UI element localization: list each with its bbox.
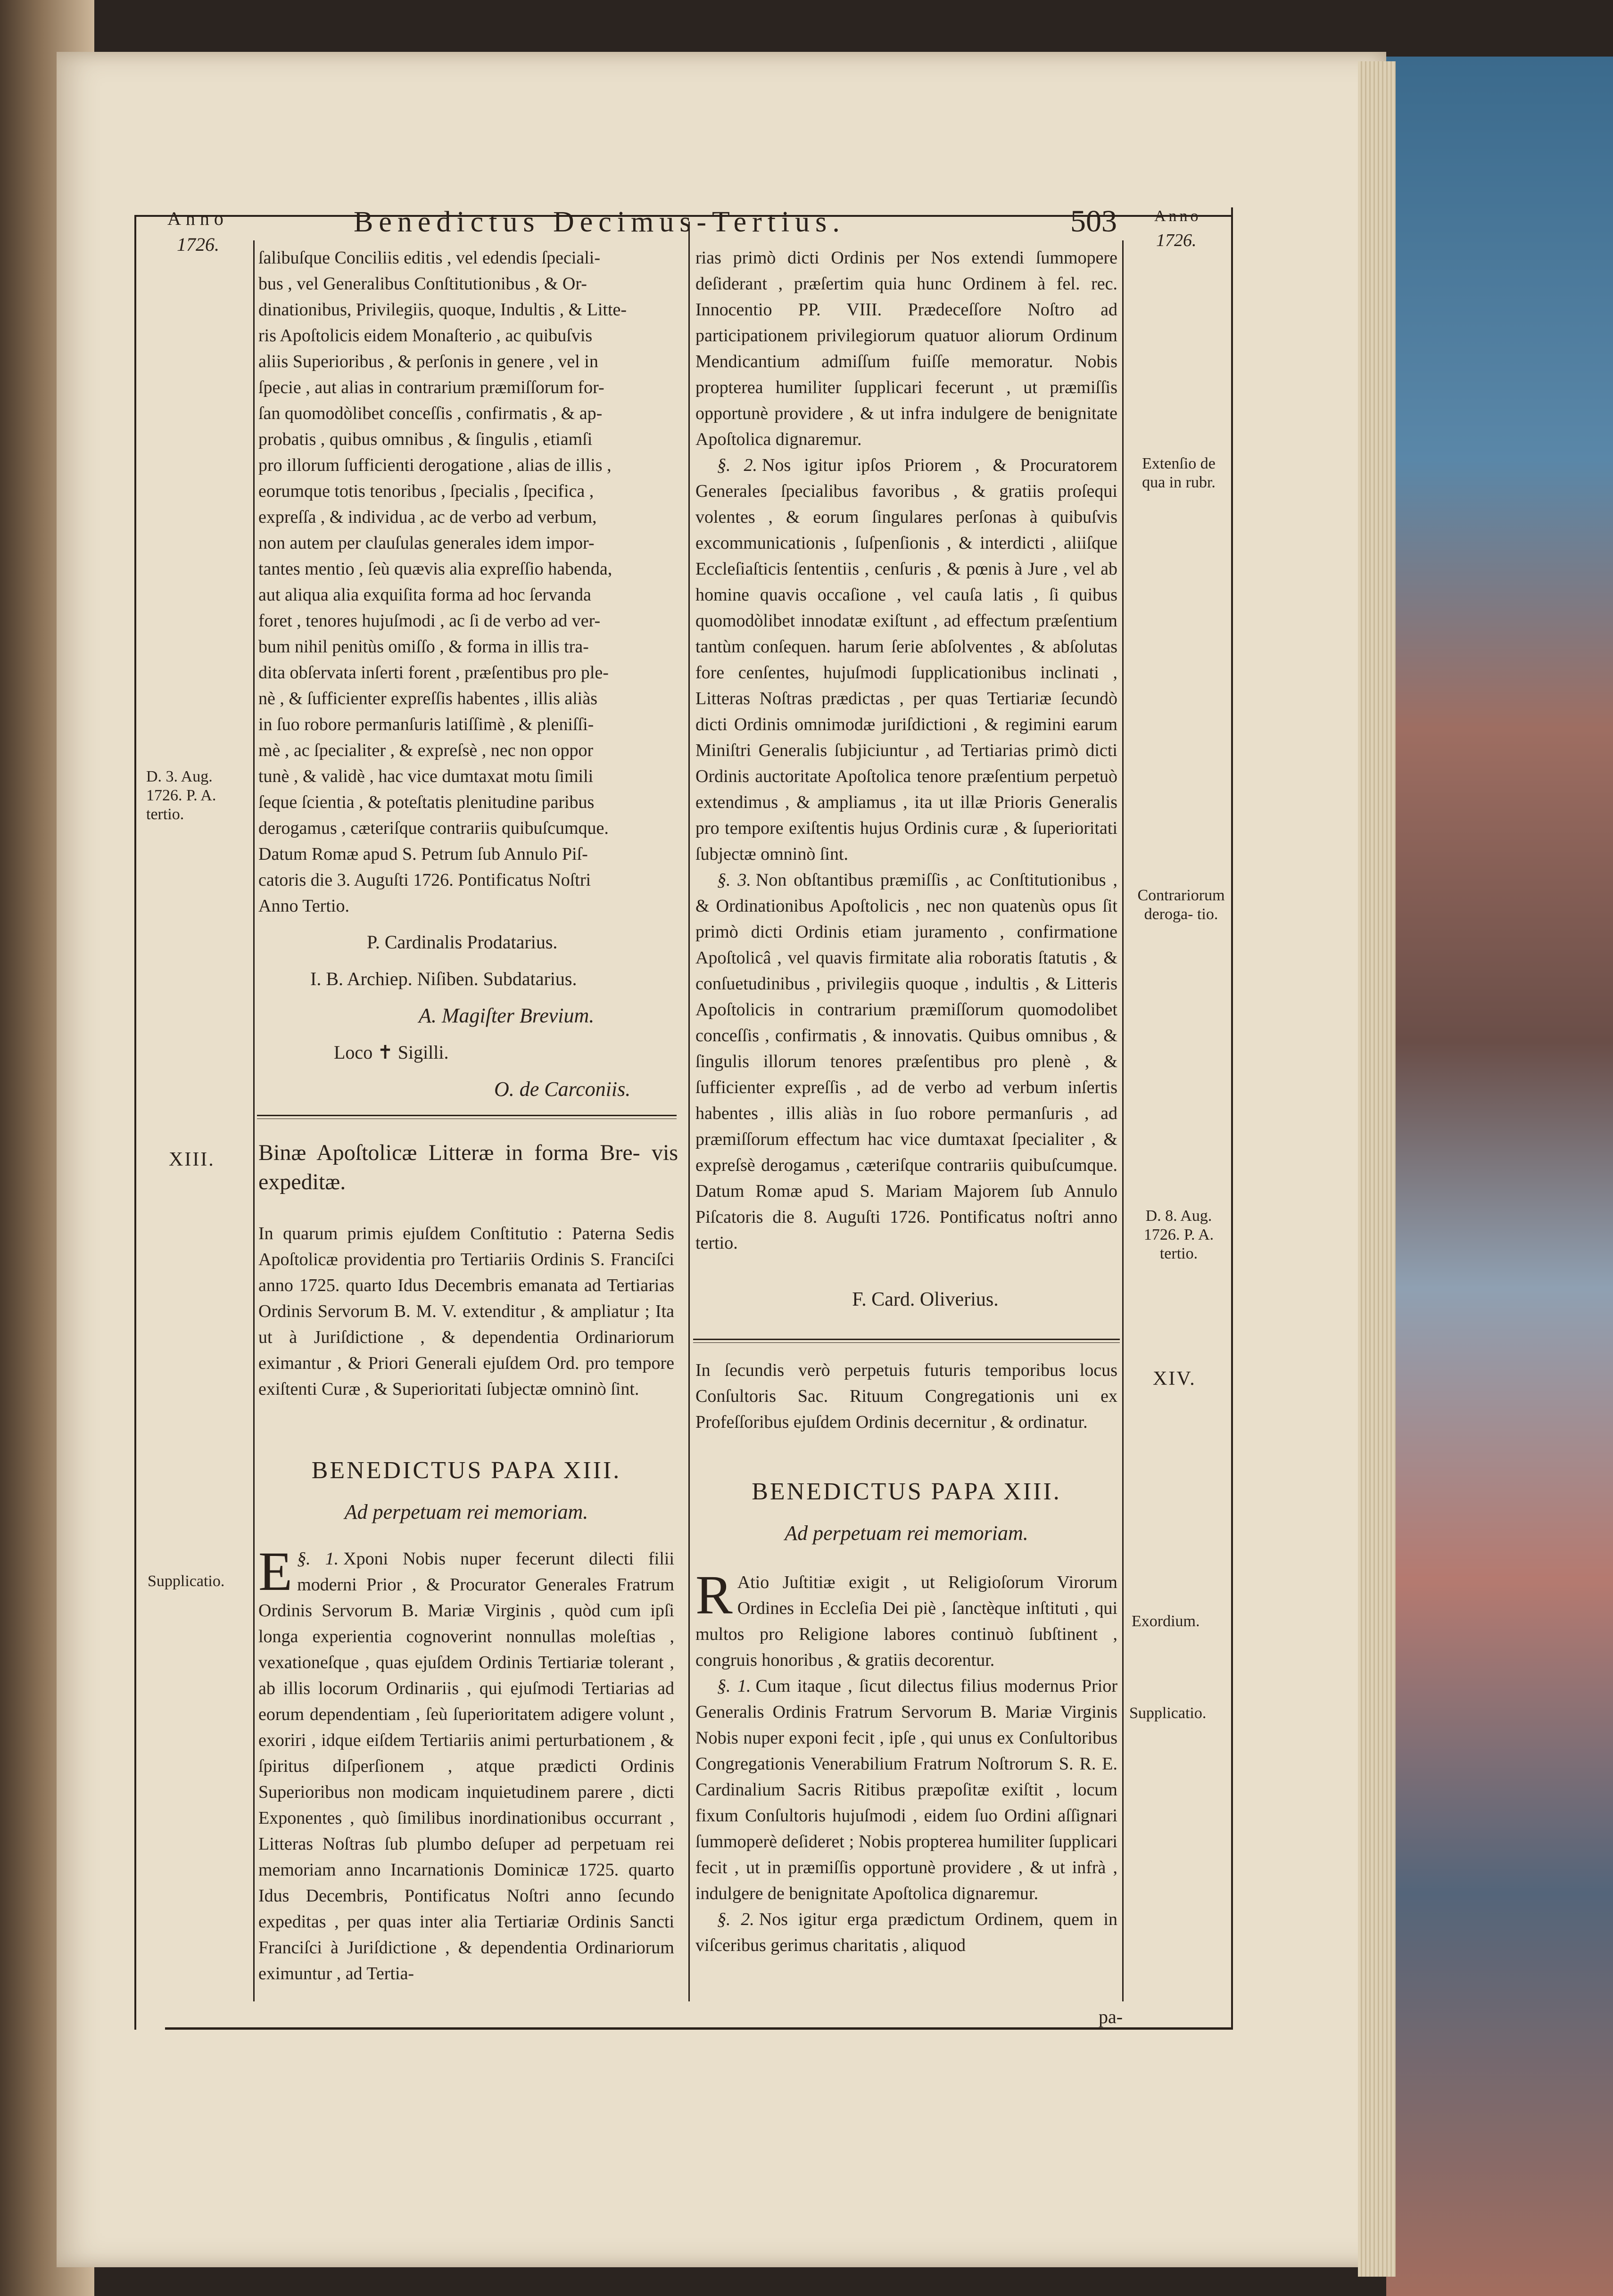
body-line: ſeque ſcientia , & poteſtatis plenitudine paribus bbox=[258, 792, 595, 812]
right-paragraph-top: rias primò dicti Ordinis per Nos extendi ſummopere deſiderant , præſertim quia hunc Ordinem à fel. rec. Innocentio PP. VIII. Prædeceſſore Noſtro ad participationem privilegiorum quatuor aliorum Ordinum Mendicantium admiſſum fuiſſe memoratur. Nobis propterea humiliter ſupplicari fecerunt , ut præmiſſis opportunè providere , & ut infra indulgere de benignitate Apoſtolica dignaremur. bbox=[695, 248, 1117, 449]
left-section-divider bbox=[257, 1115, 677, 1116]
seal-placeholder: Loco ✝ Sigilli. bbox=[334, 1042, 449, 1063]
body-line: expreſſa , & individua , ac de verbo ad verbum, bbox=[258, 507, 597, 527]
body-line: ſan quomodòlibet conceſſis , confirmatis , & ap- bbox=[258, 403, 603, 423]
paragraph-mark: §. 2. bbox=[717, 1909, 754, 1929]
body-line: mè , ac ſpecialiter , & expreſsè , nec non oppor bbox=[258, 741, 594, 760]
cloth-binding bbox=[1386, 57, 1613, 2296]
paragraph-mark: §. 3. bbox=[717, 870, 751, 890]
right-section-divider-2 bbox=[693, 1342, 1120, 1343]
body-line: ris Apoſtolicis eidem Monaſterio , ac quibuſvis bbox=[258, 326, 593, 346]
left-column bbox=[258, 245, 674, 919]
column-center-rule bbox=[688, 222, 690, 2001]
right-margin-contrario: Contrariorum deroga- tio. bbox=[1137, 887, 1225, 923]
right-memoriam: Ad perpetuam rei memoriam. bbox=[785, 1522, 1028, 1545]
column-right-rule bbox=[1122, 240, 1124, 2001]
right-summary bbox=[695, 1358, 1117, 1435]
right-margin-extensio: Extenſio de qua in rubr. bbox=[1142, 455, 1216, 491]
paragraph-text: Cum itaque , ſicut dilectus filius modernus Prior Generalis Ordinis Fratrum Servorum B. Mariæ Virginis Nobis nuper exponi fecit , ipſe , qui unus ex Conſultoribus Congregationis Venerabilium Fratrum Noſtrorum S. R. E. Cardinalium Sacris Ritibus præpoſitæ exiſtit , locum fixum Conſultoris hujuſmodi , eidem ſuo Ordini aſſignari ſummoperè deſideret ; Nobis propterea humiliter ſupplicari fecit , ut in præmiſſis opportunè providere , & ut infrà , indulgere de benignitate Apoſtolica dignaremur. bbox=[695, 1676, 1118, 1903]
left-body-lines bbox=[258, 245, 674, 919]
running-title: Benedictus Decimus-Tertius. bbox=[354, 206, 845, 238]
signature-subdatarius: I. B. Archiep. Niſiben. Subdatarius. bbox=[310, 968, 577, 989]
left-paragraph-1-body bbox=[258, 1540, 674, 1987]
body-line: probatis , quibus omnibus , & ſingulis , etiamſi bbox=[258, 429, 593, 449]
right-margin-date-note: D. 8. Aug. 1726. P. A. tertio. bbox=[1143, 1207, 1214, 1262]
body-line: aliis Superioribus , & perſonis in genere , vel in bbox=[258, 352, 598, 371]
right-intro-body bbox=[695, 1564, 1117, 1673]
right-margin-supplicatio: Supplicatio. bbox=[1129, 1704, 1207, 1722]
right-paragraph-3 bbox=[695, 867, 1117, 1256]
body-line: dinationibus, Privilegiis, quoque, Indultis , & Litte- bbox=[258, 300, 627, 320]
left-margin-supplicatio: Supplicatio. bbox=[148, 1572, 225, 1590]
frame-bottom-rule bbox=[165, 2027, 1233, 2030]
body-line: Anno Tertio. bbox=[258, 896, 349, 916]
body-line: non autem per clauſulas generales idem impor- bbox=[258, 533, 595, 553]
body-line: aut aliqua alia exquiſita forma ad hoc ſervanda bbox=[258, 585, 591, 605]
body-line: tantes mentio , ſeù quævis alia expreſſio habenda, bbox=[258, 559, 612, 579]
drop-cap-e: E bbox=[258, 1540, 293, 1602]
body-line: bum nihil penitùs omiſſo , & forma in illis tra- bbox=[258, 637, 589, 657]
body-line: ſalibuſque Conciliis editis , vel edendis ſpeciali- bbox=[258, 248, 601, 268]
frame-right-rule bbox=[1231, 207, 1233, 2030]
left-summary bbox=[258, 1221, 674, 1402]
body-line: tunè , & validè , hac vice dumtaxat motu ſimili bbox=[258, 766, 594, 786]
catchword: pa- bbox=[1099, 2006, 1123, 2027]
page-edges bbox=[1358, 61, 1396, 2277]
right-pope-heading: BENEDICTUS PAPA XIII. bbox=[752, 1478, 1061, 1505]
right-paragraph-r1 bbox=[695, 1673, 1117, 1907]
paragraph-mark: §. 1. bbox=[717, 1676, 751, 1696]
right-intro bbox=[695, 1564, 1118, 1959]
paragraph-mark: §. 1. bbox=[297, 1549, 339, 1569]
drop-cap-r: R bbox=[695, 1564, 733, 1626]
right-paragraph-r2 bbox=[695, 1907, 1117, 1959]
paragraph-text: Atio Juſtitiæ exigit , ut Religioſorum Virorum Ordines in Eccleſia Dei piè , ſanctèque inſtituti , qui multos pro Religione labores continuò ſubſtinent , congruis honoribus , & gratiis decorentur. bbox=[695, 1572, 1117, 1670]
left-memoriam: Ad perpetuam rei memoriam. bbox=[344, 1500, 588, 1523]
left-margin-number: XIII. bbox=[169, 1149, 215, 1170]
body-line: nè , & ſufficienter expreſſis habentes , illis aliàs bbox=[258, 689, 597, 708]
signature-block bbox=[258, 924, 674, 1108]
body-line: ſpecie , aut alias in contrarium præmiſſorum for- bbox=[258, 378, 604, 397]
body-line: in ſuo robore permanſuris latiſſimè , & pleniſſi- bbox=[258, 715, 594, 734]
right-column-top bbox=[695, 245, 1117, 1256]
right-margin-number: XIV. bbox=[1153, 1368, 1196, 1390]
right-paragraph-2 bbox=[695, 453, 1117, 867]
body-line: bus , vel Generalibus Conſtitutionibus , & Or- bbox=[258, 274, 587, 294]
column-left-rule bbox=[253, 240, 255, 2001]
body-line: foret , tenores hujuſmodi , ac ſi de verbo ad ver- bbox=[258, 611, 601, 631]
right-margin-exordium: Exordium. bbox=[1132, 1613, 1200, 1630]
header-left-anno: Anno bbox=[167, 208, 228, 229]
left-paragraph-1 bbox=[258, 1540, 674, 1987]
body-line: eorumque totis tenoribus , ſpecialis , ſpecifica , bbox=[258, 481, 594, 501]
left-pope-heading: BENEDICTUS PAPA XIII. bbox=[311, 1457, 621, 1484]
paragraph-mark: §. 2. bbox=[717, 455, 758, 475]
right-signature: F. Card. Oliverius. bbox=[852, 1289, 999, 1310]
signature-prodatarius: P. Cardinalis Prodatarius. bbox=[367, 931, 558, 953]
left-section-title: Binæ Apoſtolicæ Litteræ in forma Bre- vis expeditæ. bbox=[258, 1140, 678, 1194]
body-line: pro illorum ſufficienti derogatione , alias de illis , bbox=[258, 455, 612, 475]
body-line: dita obſervata inſerti forent , præſentibus pro ple- bbox=[258, 663, 609, 683]
paragraph-text: Xponi Nobis nuper fecerunt dilecti filii moderni Prior , & Procurator Generales Fratrum Ordinis Servorum B. Mariæ Virginis , quòd cum ipſi longa experientia cognoverint nonnullas moleſtias , vexationeſque , quas ejuſdem Ordinis Tertiariæ tolerant , ab illis locorum Ordinariis , qui ejuſmodi Tertiarias ad eorum dependentiam , ſeù ſuperioritatem adigere volunt , exoriri , idque eiſdem Tertiariis animi perturbationem , & ſpiritus diſperſionem , atque prædicti Ordinis Superioribus non modicam inquietudinem parere , dicti Exponentes , quò ſimilibus inordinationibus occurrant , Litteras Noſtras ſub plumbo deſuper ad perpetuam rei memoriam anno Incarnationis Dominicæ 1725. quarto Idus Decembris, Pontificatus Noſtri anno ſecundo expeditas , per quas inter alia Tertiariæ Ordinis Sancti Franciſci à Juriſdictione , & dependentia Ordinariorum eximuntur , ad Tertia- bbox=[258, 1549, 674, 1983]
left-margin-date-note: D. 3. Aug. 1726. P. A. tertio. bbox=[146, 768, 216, 823]
signature-carconiis: O. de Carconiis. bbox=[494, 1078, 631, 1101]
paragraph-text: Nos igitur ipſos Priorem , & Procuratorem Generales ſpecialibus favoribus , & gratiis proſequi volentes , & eorum ſingulares perſonas à quibuſvis excommunicationis , ſuſpenſionis , & interdicti , aliiſque Eccleſiaſticis ſententiis , cenſuris , & pœnis à Jure , vel ab homine quavis occaſione , vel cauſa latis , ſi quibus quomodòlibet innodatæ exiſtunt , ad effectum præſentium tantùm conſequen. harum ſerie abſolventes , & abſolutas fore cenſentes, hujuſmodi ſupplicationibus inclinati , Litteras Noſtras prædictas , per quas Tertiariæ ſecundò dicti Ordinis omnimodæ juriſdictioni , & regimini earum Miniſtri Generalis ſubjiciuntur , ad Tertiarias primò dicti Ordinis auctoritate Apoſtolica tenore præſentium perpetuò extendimus , & ampliamus , ita ut illæ Prioris Generalis pro tempore exiſtentis hujus Ordinis curæ , & ſuperioritati ſubjectæ omninò ſint. bbox=[695, 455, 1118, 864]
body-line: catoris die 3. Auguſti 1726. Pontificatus Noſtri bbox=[258, 870, 591, 890]
frame-left-rule bbox=[134, 215, 136, 2030]
paragraph-text: Non obſtantibus præmiſſis , ac Conſtitutionibus , & Ordinationibus Apoſtolicis , nec non quatenùs opus ſit primò dicti Ordinis etiam juramento , confirmatione Apoſtolicâ , vel quavis firmitate alia roboratis ſtatutis , & conſuetudinibus , privilegiis quoque , indultis , & Litteris Apoſtolicis in contrarium præmiſſorum quomodolibet conceſſis , confirmatis , & innovatis. Quibus omnibus , & ſingulis illorum tenores præſentibus pro plenè , & ſufficienter expreſſis , ad de verbo ad verbum inſertis habentes , illis aliàs in ſuo robore permanſuris , ad præmiſſorum effectum hac vice dumtaxat ſpecialiter , & expreſsè derogamus , cæteriſque contrariis quibuſcumque. Datum Romæ apud S. Mariam Majorem ſub Annulo Piſcatoris die 8. Auguſti 1726. Pontificatus noſtri anno tertio. bbox=[695, 870, 1117, 1253]
header-left-year: 1726. bbox=[177, 234, 219, 255]
body-line: Datum Romæ apud S. Petrum ſub Annulo Piſ- bbox=[258, 844, 588, 864]
body-line: derogamus , cæteriſque contrariis quibuſcumque. bbox=[258, 818, 609, 838]
right-summary-text: In ſecundis verò perpetuis futuris temporibus locus Conſultoris Sac. Rituum Congregationis uni ex Profeſſoribus ejuſdem Ordinis decernitur , & ordinatur. bbox=[695, 1360, 1117, 1432]
right-section-divider bbox=[693, 1339, 1120, 1340]
signature-magister: A. Magiſter Brevium. bbox=[419, 1004, 595, 1027]
paragraph-text: Nos igitur erga prædictum Ordinem, quem in viſceribus gerimus charitatis , aliquod bbox=[695, 1909, 1118, 1955]
header-right-year: 1726. bbox=[1156, 230, 1197, 250]
header-right-anno: Anno bbox=[1154, 207, 1201, 225]
left-summary-text: In quarum primis ejuſdem Conſtitutio : Paterna Sedis Apoſtolicæ providentia pro Tertiariis Ordinis S. Franciſci anno 1725. quarto Idus Decembris emanata ad Tertiarias Ordinis Servorum B. M. V. extenditur , & ampliatur ; Ita ut à Juriſdictione , & dependentia Ordinariorum eximantur , & Priori Generali ejuſdem Ord. pro tempore exiſtenti Curæ , & Superioritati ſubjectæ omninò ſint. bbox=[258, 1224, 674, 1399]
page-number: 503 bbox=[1070, 204, 1117, 239]
